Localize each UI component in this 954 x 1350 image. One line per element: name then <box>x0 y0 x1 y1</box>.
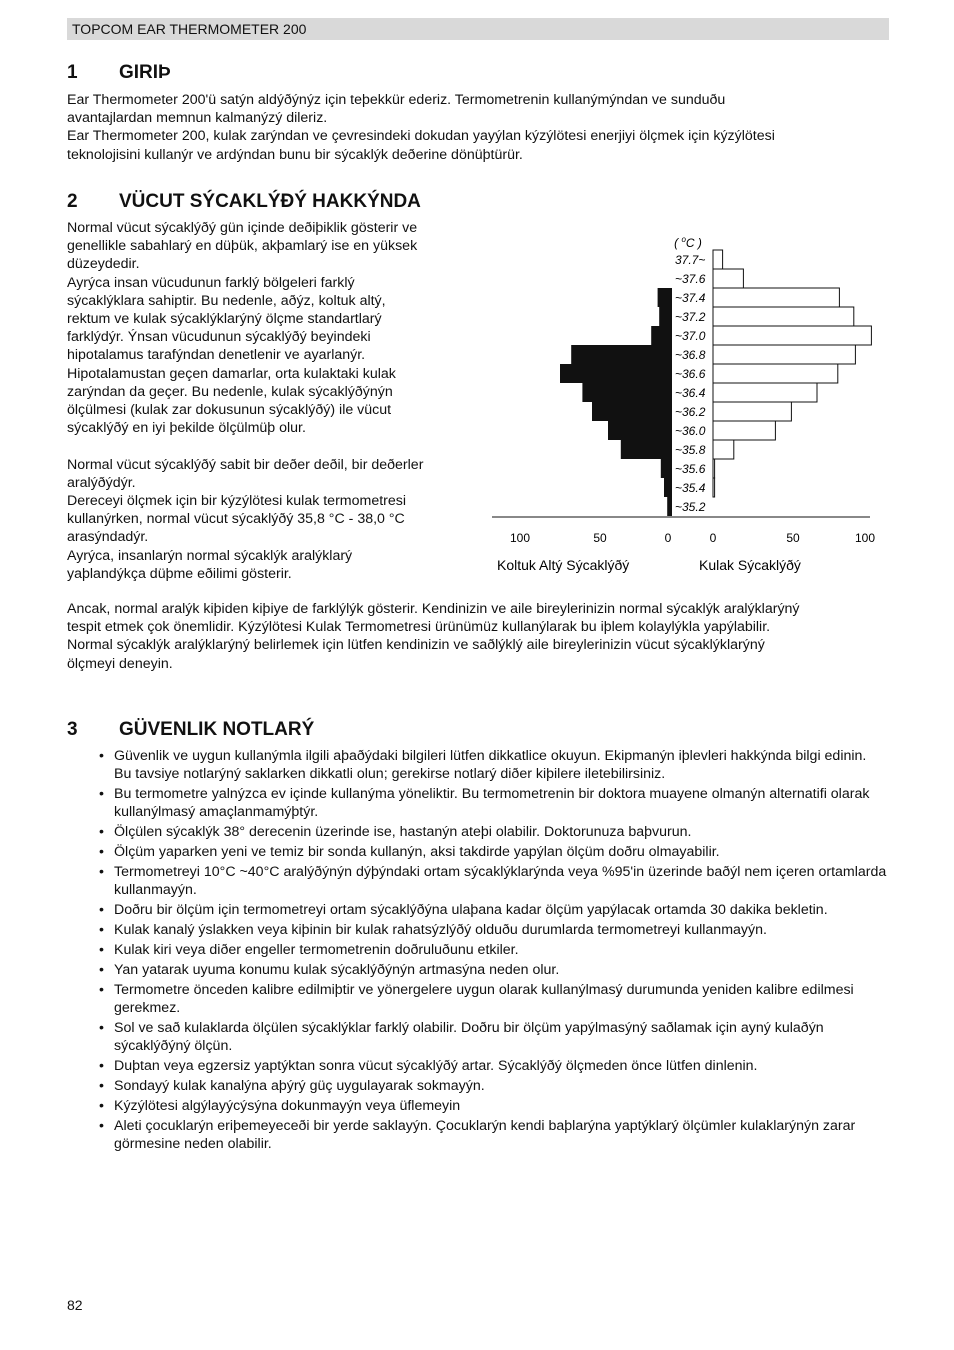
safety-note-item: • Ölçülen sýcaklýk 38° derecenin üzerinde ise, hastanýn ateþi olabilir. Doktorunuza baþvurun. <box>67 823 887 841</box>
safety-note-item: • Güvenlik ve uygun kullanýmla ilgili aþaðýdaki bilgileri lütfen dikkatlice okuyun. Ekipmanýn iþlevleri hakkýnda bilgi edinin. Bu tavsiye notlarýný saklarken dikkatli olun; gerekirse notlarý diðer kiþilere iletebilirsiniz. <box>67 747 887 783</box>
section-2-left-line: farklýdýr. Ýnsan vücudunun sýcaklýðý beyindeki <box>67 329 371 346</box>
bar-ear <box>713 421 775 440</box>
section-1-body <box>67 91 897 164</box>
section-2-left-text <box>67 219 477 583</box>
section-2-left-line: hipotalamus tarafýndan denetlenir ve ayarlanýr. <box>67 347 366 364</box>
bar-armpit <box>664 478 672 497</box>
section-2-left-line: Hipotalamustan geçen damarlar, orta kulaktaki kulak <box>67 365 396 382</box>
category-label: ~36.4 <box>675 386 706 400</box>
section-3-title: GÜVENLIK NOTLARÝ <box>119 719 315 740</box>
category-label: ~36.8 <box>675 348 706 362</box>
section-2-closing-line: tespit etmek çok önemlidir. Kýzýlötesi Kulak Termometresi ürünümüz kullanýlarak bu iþlem kolaylýkla yapýlabilir. <box>67 619 771 636</box>
section-1-line: Ear Thermometer 200, kulak zarýndan ve çevresindeki dokudan yayýlan kýzýlötesi enerjiyi ölçmek için kýzýlötesi <box>67 128 775 145</box>
section-1-line: Ear Thermometer 200'ü satýn aldýðýnýz için teþekkür ederiz. Termometrenin kullanýmýndan ve sunduðu <box>67 92 726 108</box>
section-3-number: 3 <box>67 719 78 740</box>
section-2-left-line <box>67 437 477 455</box>
section-1-line: teknolojisini kullanýr ve ardýndan bunu bir sýcaklýk deðerine dönüþtürür. <box>67 146 523 163</box>
section-2-left-line: Dereceyi ölçmek için bir kýzýlötesi kulak termometresi <box>67 493 407 510</box>
safety-note-item: • Sol ve sað kulaklarda ölçülen sýcaklýklar farklý olabilir. Doðru bir ölçüm yapýlmasýný saðlamak için ayný kulaðýn sýcaklýðýný ölçün. <box>67 1019 887 1055</box>
legend-left: Koltuk Altý Sýcaklýðý <box>497 557 630 573</box>
bar-armpit <box>571 345 672 364</box>
category-label: ~35.6 <box>675 462 706 476</box>
category-label: ~37.2 <box>675 310 706 324</box>
section-1-number: 1 <box>67 62 78 83</box>
legend-right: Kulak Sýcaklýðý <box>699 557 801 573</box>
section-2-left-line: arasýndadýr. <box>67 529 149 546</box>
bar-armpit <box>661 459 672 478</box>
bar-ear <box>713 326 871 345</box>
section-1-heading <box>67 62 171 84</box>
bar-ear <box>713 478 715 497</box>
category-label: ~36.2 <box>675 405 706 419</box>
safety-note-item: • Sondayý kulak kanalýna aþýrý güç uygulayarak sokmayýn. <box>67 1077 887 1095</box>
category-label: ~37.4 <box>675 291 706 305</box>
section-2-left-line: zarýndan da geçer. Bu nedenle, kulak sýcaklýðýnýn <box>67 383 393 400</box>
section-2-left-line: Ayrýca, insanlarýn normal sýcaklýk aralýklarý <box>67 547 353 564</box>
safety-note-item: • Termometre önceden kalibre edilmiþtir ve yönergelere uygun olarak kullanýlmasý durumunda yeniden kalibre edilmesi gerekmez. <box>67 981 887 1017</box>
section-2-title: VÜCUT SÝCAKLÝÐÝ HAKKÝNDA <box>119 191 421 212</box>
temperature-distribution-chart <box>485 228 885 580</box>
x-tick-left: 0 <box>664 531 672 545</box>
bar-ear <box>713 364 838 383</box>
category-label: ~37.6 <box>675 272 706 286</box>
category-label: ~36.0 <box>675 424 706 438</box>
category-label: ~35.2 <box>675 500 706 514</box>
bar-ear <box>713 288 839 307</box>
x-tick-right: 0 <box>709 531 717 545</box>
running-header: TOPCOM EAR THERMOMETER 200 <box>67 18 889 40</box>
bar-armpit <box>582 383 672 402</box>
x-tick-left: 100 <box>509 531 531 545</box>
bar-ear <box>713 459 715 478</box>
bar-armpit <box>592 402 672 421</box>
section-2-left-line: kullanýrken, normal vücut sýcaklýðý 35,8 °C - 38,0 °C <box>67 511 405 528</box>
page-number: 82 <box>67 1297 83 1313</box>
safety-note-item: • Kýzýlötesi algýlayýcýsýna dokunmayýn veya üflemeyin <box>67 1097 887 1115</box>
bar-ear <box>713 383 817 402</box>
x-tick-left: 50 <box>593 531 607 545</box>
x-tick-right: 100 <box>854 531 876 545</box>
safety-note-item: • Yan yatarak uyuma konumu kulak sýcaklýðýnýn artmasýna neden olur. <box>67 961 887 979</box>
section-2-left-line: Ayrýca insan vücudunun farklý bölgeleri farklý <box>67 274 355 291</box>
section-3-heading <box>67 719 314 741</box>
safety-notes-list <box>67 747 887 1155</box>
bar-armpit <box>651 326 672 345</box>
bar-armpit <box>658 288 672 307</box>
safety-note-item: • Bu termometre yalnýzca ev içinde kullanýma yöneliktir. Bu termometrenin bir doktora muayene olmanýn alternatifi olarak kullanýlmasý amaçlanmamýþtýr. <box>67 785 887 821</box>
bar-armpit <box>659 307 672 326</box>
section-2-left-line: Normal vücut sýcaklýðý sabit bir deðer deðil, bir deðerler <box>67 456 424 473</box>
bar-armpit <box>560 364 672 383</box>
safety-note-item: • Duþtan veya egzersiz yaptýktan sonra vücut sýcaklýðý artar. Sýcaklýðý ölçmeden önce lütfen dinlenin. <box>67 1057 887 1075</box>
bar-ear <box>713 440 734 459</box>
section-2-closing-line: ölçmeyi deneyin. <box>67 655 173 672</box>
section-2-closing-line: Ancak, normal aralýk kiþiden kiþiye de farklýlýk gösterir. Kendinizin ve aile bireylerinizin normal sýcaklýk aralýklarýný <box>67 601 800 617</box>
section-2-closing-line: Normal sýcaklýk aralýklarýný belirlemek için lütfen kendinizin ve saðlýklý aile bireylerinizin vücut sýcaklýklarýný <box>67 637 765 654</box>
section-2-left-line: aralýðýdýr. <box>67 474 136 491</box>
category-label: ~35.8 <box>675 443 706 457</box>
section-2-left-line: sýcaklýklara sahiptir. Bu nedenle, aðýz, koltuk altý, <box>67 292 386 309</box>
category-label: ~35.4 <box>675 481 706 495</box>
safety-note-item: • Ölçüm yaparken yeni ve temiz bir sonda kullanýn, aksi takdirde yapýlan ölçüm doðru olmayabilir. <box>67 843 887 861</box>
section-2-left-line: Normal vücut sýcaklýðý gün içinde deðiþiklik gösterir ve <box>67 220 418 236</box>
section-2-left-line: sýcaklýðý en iyi þekilde ölçülmüþ olur. <box>67 420 306 437</box>
x-tick-right: 50 <box>786 531 800 545</box>
bar-ear <box>713 307 854 326</box>
safety-note-item: • Aleti çocuklarýn eriþemeyeceði bir yerde saklayýn. Çocuklarýn kendi baþlarýna yaptýklarý ölçümler kulaklarýnýn zarar görmesine neden olabilir. <box>67 1117 887 1153</box>
safety-note-item: • Kulak kiri veya diðer engeller termometrenin doðruluðunu etkiler. <box>67 941 887 959</box>
bar-armpit <box>608 421 672 440</box>
section-2-left-line: düzeydedir. <box>67 256 140 273</box>
section-1-title: GIRIÞ <box>119 62 171 83</box>
category-label: 37.7~ <box>675 253 706 267</box>
bar-ear <box>713 269 743 288</box>
bar-armpit <box>621 440 672 459</box>
bar-armpit <box>667 497 672 516</box>
safety-note-item: • Doðru bir ölçüm için termometreyi ortam sýcaklýðýna ulaþana kadar ölçüm yapýlacak ortamda 30 dakika bekletin. <box>67 901 887 919</box>
section-2-left-line: genellikle sabahlarý en düþük, akþamlarý ise en yüksek <box>67 238 418 255</box>
section-2-closing-text <box>67 600 897 673</box>
section-2-heading <box>67 191 421 213</box>
chart-unit-label: ( $^o$C ) <box>674 235 702 250</box>
bar-ear <box>713 345 855 364</box>
section-1-line: avantajlardan memnun kalmanýzý dileriz. <box>67 110 328 127</box>
category-label: ~36.6 <box>675 367 706 381</box>
safety-note-item: • Kulak kanalý ýslakken veya kiþinin bir kulak rahatsýzlýðý olduðu durumlarda termometreyi kullanmayýn. <box>67 921 887 939</box>
section-2-left-line: rektum ve kulak sýcaklýklarýný ölçme standartlarý <box>67 311 382 328</box>
safety-note-item: • Termometreyi 10°C ~40°C aralýðýnýn dýþýndaki ortam sýcaklýklarýnda veya %95'in üzerinde baðýl nem içeren ortamlarda kullanmayýn. <box>67 863 887 899</box>
section-2-left-line: ölçülmesi (kulak zar dokusunun sýcaklýðý) ile vücut <box>67 402 392 419</box>
bar-ear <box>713 250 723 269</box>
section-2-number: 2 <box>67 191 78 212</box>
section-2-left-line: yaþlandýkça düþme eðilimi gösterir. <box>67 565 292 582</box>
category-label: ~37.0 <box>675 329 706 343</box>
bar-ear <box>713 402 791 421</box>
